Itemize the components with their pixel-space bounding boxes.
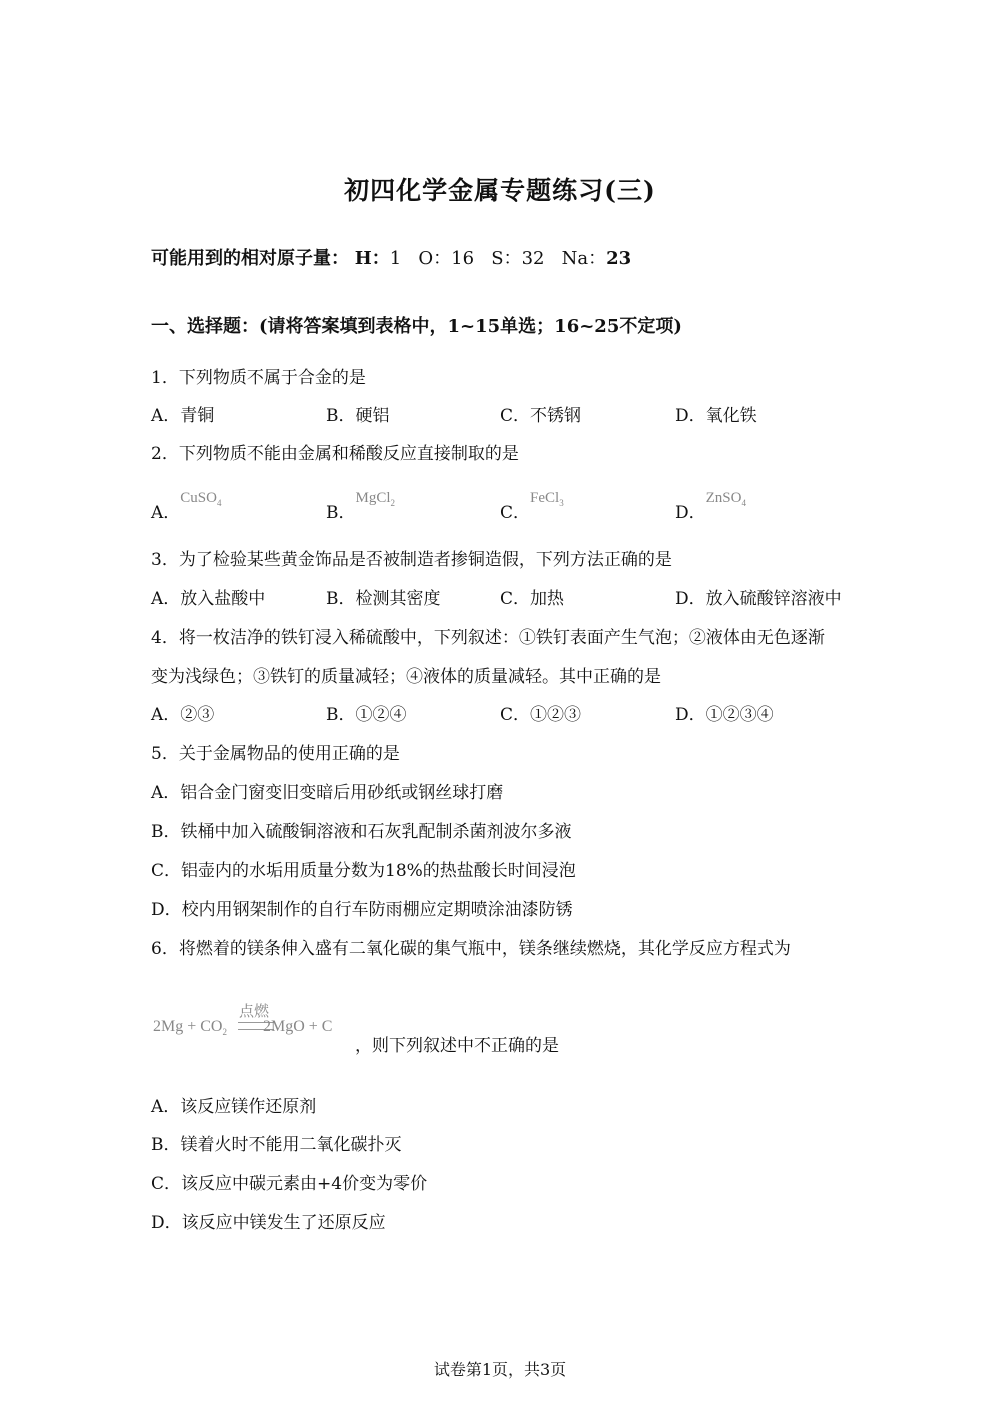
q4-option-d: D．①②③④	[675, 705, 774, 725]
q4-option-c: C．①②③	[500, 705, 582, 725]
question-6-continuation: ，则下列叙述中不正确的是	[355, 1036, 559, 1056]
q2-formula-a: CuSO$_4$	[180, 490, 222, 508]
mass-na-element: Na：	[561, 248, 607, 269]
q2-option-c	[500, 482, 564, 523]
q5-option-b: B．铁桶中加入硫酸铜溶液和石灰乳配制杀菌剂波尔多液	[151, 822, 572, 842]
q2-formula-d: ZnSO$_4$	[705, 490, 746, 508]
q2-option-d	[675, 482, 746, 523]
q3-option-b: B．检测其密度	[326, 589, 441, 609]
question-1-stem: 1．下列物质不属于合金的是	[151, 368, 366, 388]
equation-products: 2MgO + C	[262, 1018, 333, 1035]
q6-option-b: B．镁着火时不能用二氧化碳扑灭	[151, 1135, 402, 1155]
q3-option-a: A．放入盐酸中	[151, 589, 266, 609]
atomic-mass-line	[151, 244, 631, 270]
q6-option-a: A．该反应镁作还原剂	[151, 1097, 317, 1117]
mass-na-value: 23	[606, 248, 632, 269]
page-title: 初四化学金属专题练习(三)	[344, 176, 656, 205]
q5-option-a: A．铝合金门窗变旧变暗后用砂纸或钢丝球打磨	[151, 783, 504, 803]
mass-o-value: 16	[451, 248, 475, 269]
q2-option-a	[151, 482, 222, 523]
q1-option-b: B．硬铝	[326, 406, 390, 426]
q1-option-d: D．氧化铁	[675, 406, 757, 426]
q2-option-a-label: A．	[151, 503, 181, 523]
mass-o-element: O：	[418, 248, 452, 269]
equation-subscript: 2	[222, 1027, 227, 1038]
q2-option-d-label: D．	[675, 503, 706, 523]
mass-s-value: 32	[521, 248, 545, 269]
q2-option-b-label: B．	[326, 503, 356, 523]
reaction-condition: 点燃	[239, 1002, 270, 1020]
q2-formula-c: FeCl$_3$	[530, 490, 564, 508]
q2-option-b	[326, 482, 396, 523]
q5-option-d: D．校内用钢架制作的自行车防雨棚应定期喷涂油漆防锈	[151, 900, 573, 920]
mass-h-value: 1	[389, 248, 402, 269]
q6-option-c: C．该反应中碳元素由+4价变为零价	[151, 1174, 428, 1194]
equation-text	[153, 1018, 332, 1037]
mass-h-element: H：	[354, 248, 390, 269]
question-6-stem: 6．将燃着的镁条伸入盛有二氧化碳的集气瓶中，镁条继续燃烧，其化学反应方程式为	[151, 939, 791, 959]
q1-option-a: A．青铜	[151, 406, 215, 426]
question-3-stem: 3．为了检验某些黄金饰品是否被制造者掺铜造假，下列方法正确的是	[151, 550, 672, 570]
section-heading: 一、选择题：(请将答案填到表格中，1~15单选；16~25不定项)	[151, 316, 682, 337]
question-4-stem-line1: 4．将一枚洁净的铁钉浸入稀硫酸中，下列叙述：①铁钉表面产生气泡；②液体由无色逐渐	[151, 628, 825, 648]
atomic-mass-label: 可能用到的相对原子量：	[151, 248, 349, 269]
q4-option-b: B．①②④	[326, 705, 407, 725]
q5-option-c: C．铝壶内的水垢用质量分数为18%的热盐酸长时间浸泡	[151, 861, 576, 881]
equation-reactants: 2Mg + CO	[153, 1018, 223, 1035]
q1-option-c: C．不锈钢	[500, 406, 582, 426]
question-4-stem-line2: 变为浅绿色；③铁钉的质量减轻；④液体的质量减轻。其中正确的是	[151, 667, 661, 687]
question-2-stem: 2．下列物质不能由金属和稀酸反应直接制取的是	[151, 444, 519, 464]
q2-formula-b: MgCl$_2$	[355, 490, 396, 508]
q2-option-c-label: C．	[500, 503, 531, 523]
q4-option-a: A．②③	[151, 705, 215, 725]
mass-s-element: S：	[491, 248, 522, 269]
reaction-equation	[153, 1000, 363, 1046]
question-5-stem: 5．关于金属物品的使用正确的是	[151, 744, 400, 764]
q3-option-d: D．放入硫酸锌溶液中	[675, 589, 842, 609]
q3-option-c: C．加热	[500, 589, 565, 609]
page-footer: 试卷第1页，共3页	[433, 1360, 567, 1379]
q6-option-d: D．该反应中镁发生了还原反应	[151, 1213, 386, 1233]
